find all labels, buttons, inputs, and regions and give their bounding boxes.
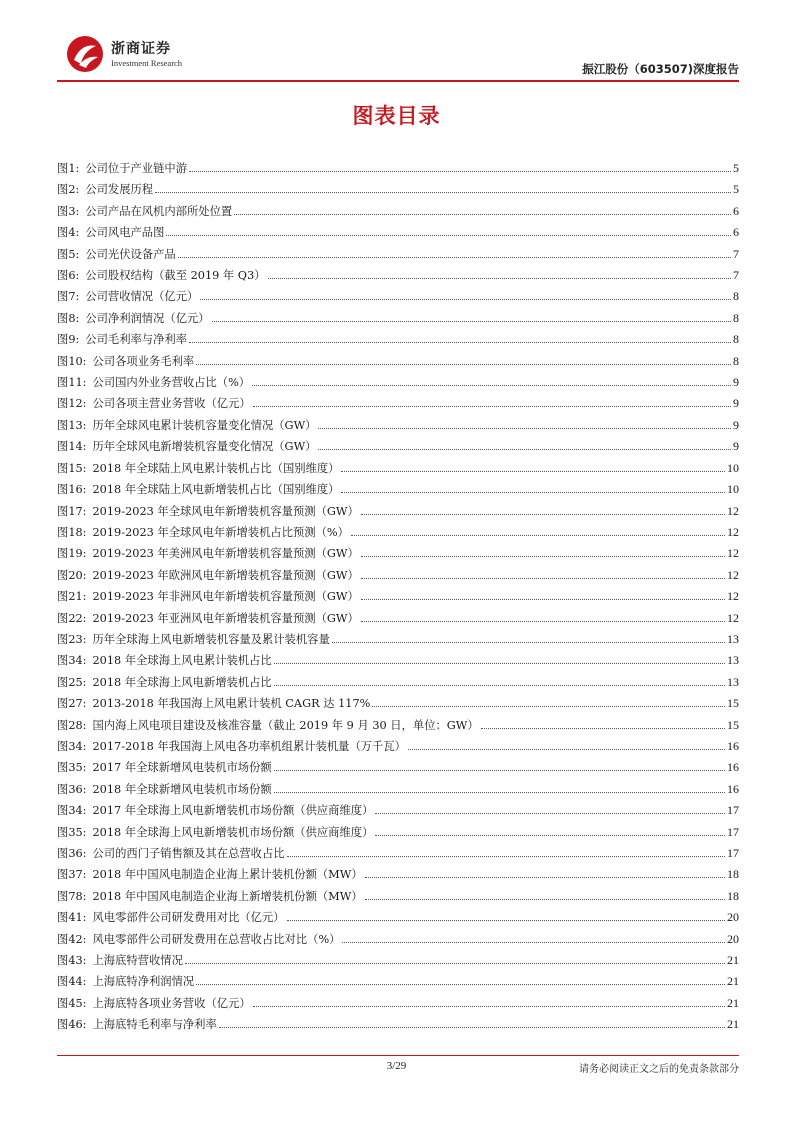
figure-title: 2018 年全球陆上风电新增装机占比（国别维度） [92,483,340,497]
figure-label: 图 [57,376,69,390]
toc-entry[interactable] [57,824,739,845]
figure-page-number: 12 [727,610,739,625]
dot-leader [274,792,725,793]
figure-number: 41: [68,911,87,925]
toc-entry[interactable] [57,524,739,545]
toc-entry[interactable] [57,866,739,887]
figure-number: 43: [68,954,87,968]
toc-entry[interactable] [57,438,739,459]
figure-number: 17: [68,504,87,518]
figure-label: 图 [57,247,69,261]
document-title: 振江股份（603507)深度报告 [582,62,739,76]
figure-title: 公司各项主营业务营收（亿元） [92,397,251,411]
dot-leader [253,1006,725,1007]
figure-page-number: 8 [733,310,739,325]
figure-page-number: 15 [727,717,739,732]
figure-label: 图 [57,590,69,604]
figure-number: 35: [68,761,87,775]
toc-entry[interactable] [57,995,739,1016]
figure-label: 图 [57,675,69,689]
figure-page-number: 12 [727,524,739,539]
figure-number: 78: [68,889,87,903]
figure-number: 7: [68,290,80,304]
figure-number: 2: [68,183,80,197]
toc-entry[interactable] [57,267,739,288]
figure-number: 14: [68,440,87,454]
dot-leader [253,406,731,407]
figure-title: 公司发展历程 [85,183,154,197]
figure-page-number: 13 [727,631,739,646]
logo-english-text: Investment Research [111,58,183,68]
dot-leader [274,663,725,664]
figure-title: 2019-2023 年全球风电年新增装机占比预测（%） [92,525,349,539]
figure-number: 37: [68,868,87,882]
toc-entry[interactable] [57,717,739,738]
page-number: 3/29 [386,1060,407,1072]
figure-title: 公司营收情况（亿元） [85,290,199,304]
figure-number: 6: [68,269,80,283]
figure-page-number: 16 [727,760,739,775]
toc-entry[interactable] [57,1016,739,1037]
figure-number: 20: [68,568,87,582]
dot-leader [234,214,731,215]
dot-leader [408,749,725,750]
figure-title: 公司风电产品图 [85,226,165,240]
figure-label: 图 [57,204,69,218]
toc-entry[interactable] [57,288,739,309]
toc-entry[interactable] [57,460,739,481]
toc-heading: 图表目录 [352,104,441,128]
figure-title: 2018 年中国风电制造企业海上累计装机份额（MW） [92,868,363,882]
figure-number: 27: [68,697,87,711]
toc-entry[interactable] [57,481,739,502]
figure-page-number: 17 [727,824,739,839]
dot-leader [341,492,725,493]
figure-label: 图 [57,975,69,989]
figure-label: 图 [57,183,69,197]
figure-title: 上海底特营收情况 [92,954,183,968]
figure-page-number: 18 [727,867,739,882]
toc-entry[interactable] [57,160,739,181]
figure-page-number: 12 [727,567,739,582]
figure-number: 22: [68,611,87,625]
figure-label: 图 [57,761,69,775]
dot-leader [365,877,725,878]
page-header [57,28,739,80]
figure-title: 2013-2018 年我国海上风电累计装机 CAGR 达 117% [92,697,371,711]
figure-number: 3: [68,204,80,218]
figure-label: 图 [57,547,69,561]
figure-page-number: 10 [727,460,739,475]
figure-label: 图 [57,269,69,283]
figure-page-number: 15 [727,696,739,711]
figure-number: 36: [68,847,87,860]
figure-title: 2017 年全球海上风电新增装机市场份额（供应商维度） [92,804,374,818]
figure-label: 图 [57,418,69,432]
dot-leader [287,920,725,921]
figure-page-number: 9 [733,439,739,454]
figure-number: 1: [68,162,80,175]
figure-label: 图 [57,226,69,240]
figure-label: 图 [57,782,69,796]
toc-entry[interactable] [57,888,739,909]
toc-entry[interactable] [57,353,739,374]
figure-label: 图 [57,825,69,839]
figure-title: 公司产品在风机内部所处位置 [85,204,233,218]
dot-leader [219,1027,725,1028]
figure-number: 45: [68,996,87,1010]
figure-label: 图 [57,996,69,1010]
dot-leader [196,984,725,985]
figure-page-number: 18 [727,888,739,903]
figure-page-number: 16 [727,738,739,753]
dot-leader [318,428,731,429]
figure-label: 图 [57,954,69,968]
figure-label: 图 [57,483,69,497]
figure-label: 图 [57,868,69,882]
dot-leader [196,364,731,365]
toc-entry[interactable] [57,567,739,588]
toc-entry[interactable] [57,610,739,631]
figure-number: 34: [68,654,87,668]
toc-entry[interactable] [57,224,739,245]
figure-page-number: 9 [733,375,739,390]
figure-title: 风电零部件公司研发费用对比（亿元） [92,911,285,925]
figure-title: 历年全球海上风电新增装机容量及累计装机容量 [92,632,330,646]
figure-page-number: 5 [733,182,739,197]
dot-leader [268,278,731,279]
figure-toc-list [57,160,739,1038]
dot-leader [274,770,725,771]
figure-label: 图 [57,568,69,582]
figure-number: 21: [68,590,87,604]
dot-leader [252,385,731,386]
dot-leader [481,728,725,729]
figure-title: 风电零部件公司研发费用在总营收占比对比（%） [92,932,341,946]
figure-label: 图 [57,162,69,175]
figure-title: 2017 年全球新增风电装机市场份额 [92,761,272,775]
figure-number: 12: [68,397,87,411]
header-divider [57,80,739,82]
figure-page-number: 8 [733,353,739,368]
figure-label: 图 [57,504,69,518]
figure-title: 2019-2023 年亚洲风电年新增装机容量预测（GW） [92,611,359,625]
toc-entry[interactable] [57,738,739,759]
figure-title: 2018 年全球海上风电新增装机市场份额（供应商维度） [92,825,374,839]
figure-page-number: 20 [727,931,739,946]
toc-entry[interactable] [57,374,739,395]
figure-title: 公司毛利率与净利率 [85,333,187,347]
figure-title: 2019-2023 年非洲风电年新增装机容量预测（GW） [92,590,359,604]
figure-page-number: 13 [727,674,739,689]
figure-title: 公司各项业务毛利率 [92,354,195,368]
figure-page-number: 12 [727,503,739,518]
figure-label: 图 [57,697,69,711]
figure-number: 11: [68,376,87,390]
toc-entry[interactable] [57,310,739,331]
figure-label: 图 [57,718,69,732]
dot-leader [361,514,725,515]
toc-entry[interactable] [57,781,739,802]
dot-leader [318,449,731,450]
dot-leader [351,535,725,536]
dot-leader [178,257,731,258]
figure-title: 2017-2018 年我国海上风电各功率机组累计装机量（万千瓦） [92,739,406,753]
dot-leader [342,942,725,943]
figure-label: 图 [57,654,69,668]
figure-title: 公司光伏设备产品 [85,247,176,261]
toc-entry[interactable] [57,909,739,930]
figure-label: 图 [57,440,69,454]
figure-number: 46: [68,1018,87,1032]
dot-leader [365,899,725,900]
dot-leader [200,299,731,300]
figure-label: 图 [57,525,69,539]
figure-title: 2018 年全球海上风电累计装机占比 [92,654,272,668]
figure-title: 2018 年全球海上风电新增装机占比 [92,675,272,689]
figure-number: 15: [68,461,87,475]
toc-entry[interactable] [57,952,739,973]
dot-leader [189,171,731,172]
figure-number: 4: [68,226,80,240]
figure-page-number: 9 [733,417,739,432]
figure-page-number: 17 [727,803,739,818]
toc-entry[interactable] [57,331,739,352]
figure-number: 13: [68,418,87,432]
figure-number: 9: [68,333,80,347]
figure-number: 35: [68,825,87,839]
toc-entry[interactable] [57,588,739,609]
figure-title: 2018 年中国风电制造企业海上新增装机份额（MW） [92,889,363,903]
figure-label: 图 [57,290,69,304]
toc-entry[interactable] [57,417,739,438]
figure-number: 16: [68,483,87,497]
figure-number: 18: [68,525,87,539]
toc-entry[interactable] [57,695,739,716]
figure-label: 图 [57,333,69,347]
figure-number: 25: [68,675,87,689]
dot-leader [375,813,725,814]
figure-label: 图 [57,847,69,860]
figure-title: 2019-2023 年全球风电年新增装机容量预测（GW） [92,504,359,518]
figure-label: 图 [57,461,69,475]
figure-page-number: 21 [727,953,739,968]
figure-number: 8: [68,311,80,325]
figure-page-number: 21 [727,995,739,1010]
toc-entry[interactable] [57,545,739,566]
toc-entry[interactable] [57,181,739,202]
figure-label: 图 [57,739,69,753]
figure-number: 44: [68,975,87,989]
toc-entry[interactable] [57,246,739,267]
figure-page-number: 6 [733,203,739,218]
toc-entry[interactable] [57,845,739,866]
dot-leader [274,685,725,686]
figure-title: 上海底特各项业务营收（亿元） [92,996,251,1010]
figure-page-number: 12 [727,546,739,561]
figure-number: 34: [68,739,87,753]
dot-leader [341,471,725,472]
figure-title: 公司股权结构（截至 2019 年 Q3） [85,269,266,283]
figure-label: 图 [57,311,69,325]
toc-entry[interactable] [57,395,739,416]
figure-title: 历年全球风电累计装机容量变化情况（GW） [92,418,317,432]
figure-number: 28: [68,718,87,732]
figure-page-number: 17 [727,846,739,860]
figure-page-number: 21 [727,974,739,989]
figure-page-number: 16 [727,781,739,796]
figure-page-number: 7 [733,246,739,261]
figure-title: 公司国内外业务营收占比（%） [92,376,251,390]
figure-title: 公司位于产业链中游 [85,162,187,175]
toc-entry[interactable] [57,203,739,224]
figure-title: 上海底特毛利率与净利率 [92,1018,217,1032]
figure-page-number: 13 [727,653,739,668]
dot-leader [361,621,725,622]
figure-label: 图 [57,889,69,903]
figure-page-number: 21 [727,1017,739,1032]
figure-title: 2018 年全球新增风电装机市场份额 [92,782,272,796]
figure-number: 42: [68,932,87,946]
dot-leader [361,578,725,579]
dot-leader [287,856,725,857]
figure-number: 34: [68,804,87,818]
footer-divider [57,1055,739,1056]
zheshang-logo-icon [65,34,105,74]
figure-page-number: 6 [733,225,739,240]
figure-title: 历年全球风电新增装机容量变化情况（GW） [92,440,317,454]
toc-entry[interactable] [57,802,739,823]
figure-number: 10: [68,354,87,368]
dot-leader [189,342,731,343]
dot-leader [375,835,725,836]
figure-number: 5: [68,247,80,261]
dot-leader [185,963,725,964]
figure-title: 2019-2023 年美洲风电年新增装机容量预测（GW） [92,547,359,561]
figure-label: 图 [57,932,69,946]
figure-label: 图 [57,1018,69,1032]
figure-page-number: 8 [733,289,739,304]
figure-label: 图 [57,804,69,818]
figure-page-number: 20 [727,910,739,925]
logo-chinese-text: 浙商证券 [111,41,171,57]
dot-leader [166,235,731,236]
toc-entry[interactable] [57,973,739,994]
figure-label: 图 [57,611,69,625]
toc-entry[interactable] [57,674,739,695]
figure-title: 国内海上风电项目建设及核准容量（截止 2019 年 9 月 30 日，单位：GW） [92,718,479,732]
figure-page-number: 10 [727,482,739,497]
figure-page-number: 5 [733,161,739,175]
figure-number: 19: [68,547,87,561]
figure-label: 图 [57,354,69,368]
toc-entry[interactable] [57,931,739,952]
figure-page-number: 7 [733,268,739,283]
figure-label: 图 [57,632,69,646]
dot-leader [361,556,725,557]
disclaimer-text: 请务必阅读正文之后的免责条款部分 [579,1064,739,1075]
figure-number: 23: [68,632,87,646]
figure-title: 公司的西门子销售额及其在总营收占比 [92,847,285,860]
figure-label: 图 [57,911,69,925]
dot-leader [332,642,725,643]
toc-entry[interactable] [57,631,739,652]
toc-entry[interactable] [57,652,739,673]
dot-leader [155,192,731,193]
dot-leader [361,599,725,600]
figure-number: 36: [68,782,87,796]
figure-title: 2018 年全球陆上风电累计装机占比（国别维度） [92,461,340,475]
dot-leader [372,706,725,707]
figure-page-number: 9 [733,396,739,411]
toc-entry[interactable] [57,503,739,524]
dot-leader [212,321,731,322]
figure-page-number: 12 [727,589,739,604]
figure-label: 图 [57,397,69,411]
figure-title: 上海底特净利润情况 [92,975,195,989]
figure-title: 2019-2023 年欧洲风电年新增装机容量预测（GW） [92,568,359,582]
toc-entry[interactable] [57,759,739,780]
figure-page-number: 8 [733,332,739,347]
figure-title: 公司净利润情况（亿元） [85,311,210,325]
